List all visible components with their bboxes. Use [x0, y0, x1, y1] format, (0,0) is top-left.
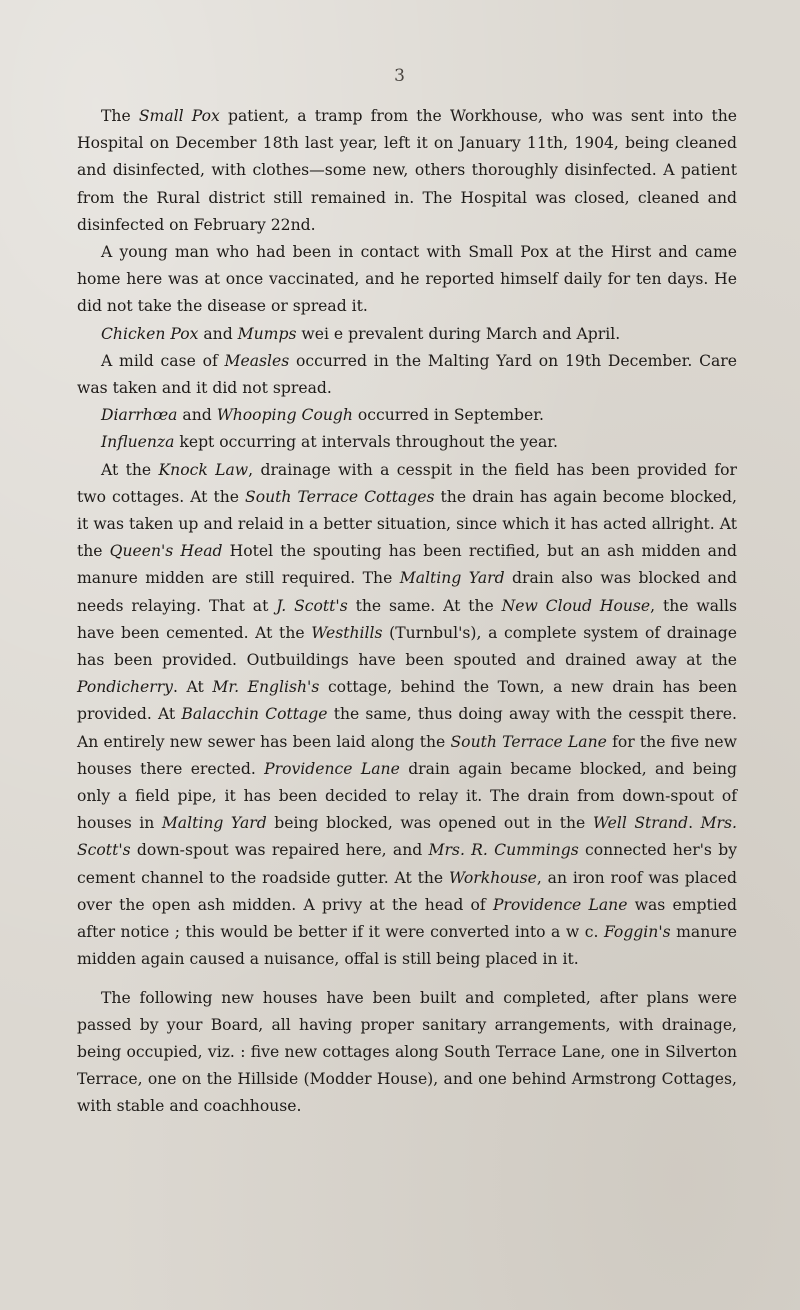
paragraph-diarrhoea-whooping-cough: [77, 402, 737, 429]
text-run: drain again became blocked, and being only a field pipe, it has been decided to relay it. The drain from down-spout of houses in: [77, 759, 737, 833]
italic-term: South Terrace Cottages: [245, 487, 435, 506]
italic-term: Providence Lane: [264, 759, 400, 778]
paragraph-chicken-pox-mumps: [77, 321, 737, 348]
italic-term: Knock Law: [158, 460, 249, 479]
text-run: A mild case of: [101, 351, 225, 370]
text-run: drain also was blocked and needs relaying. That at: [77, 569, 737, 615]
italic-term: Mrs. Scott's: [77, 814, 737, 860]
page-number: 3: [394, 66, 406, 86]
text-run: and: [198, 324, 238, 343]
text-run: (Turnbul's), a complete system of drainage has been provided. Outbuildings have been spouted and drained away at the: [77, 623, 737, 670]
paragraph-contact-case: [77, 239, 737, 321]
text-run: down-spout was repaired here, and: [130, 841, 429, 860]
italic-term: Chicken Pox: [101, 324, 199, 343]
italic-term: Workhouse: [448, 868, 537, 887]
text-run: the same. At the: [347, 596, 502, 615]
italic-term: Westhills: [311, 623, 383, 642]
text-run: patient, a tramp from the Workhouse, who was sent into the Hospital on December 18th last year, left it on January 11th, 1904, being cleaned and disinfected, with clothes—some new, others thoroughly disinfected. A patient from the Rural district still remained in. The Hospital was closed, cleaned and disinfected on February 22nd.: [77, 107, 737, 234]
body-text: [77, 103, 737, 1121]
text-run: was emptied after notice ; this would be better if it were converted into a w c.: [77, 895, 737, 942]
italic-term: Well Strand: [592, 814, 689, 833]
paragraph-drainage-works: [77, 457, 737, 974]
italic-term: Providence Lane: [492, 895, 628, 914]
text-run: the same, thus doing away with the cesspit there. An entirely new sewer has been laid along the: [77, 705, 737, 751]
text-run: and: [177, 406, 217, 425]
italic-term: J. Scott's: [276, 596, 348, 615]
paragraph-small-pox: [77, 103, 737, 239]
text-run: At the: [101, 460, 159, 479]
italic-term: Malting Yard: [399, 569, 505, 588]
text-run: occurred in the Malting Yard on 19th December. Care was taken and it did not spread.: [77, 351, 737, 398]
italic-term: Influenza: [101, 433, 175, 452]
italic-term: Pondicherry: [77, 678, 173, 697]
italic-term: Queen's Head: [109, 542, 223, 561]
text-run: , the walls have been cemented. At the: [77, 596, 737, 642]
text-run: The following new houses have been built and completed, after plans were passed by your Board, all having proper sanitary arrangements, with drainage, being occupied, viz. : five new cottages along South Terrace Lane, one in Silverton Terrace, one on the Hillside (Modder House), and one behind Armstrong Cottages, with stable and coachhouse.: [77, 988, 737, 1116]
italic-term: Diarrhœa: [101, 406, 178, 425]
text-run: Hotel the spouting has been rectified, but an ash midden and manure midden are still required. The: [77, 542, 737, 588]
text-run: the drain has again become blocked, it was taken up and relaid in a better situation, since which it has acted allright. At the: [77, 487, 737, 561]
text-run: connected her's by cement channel to the roadside gutter. At the: [77, 841, 738, 887]
paragraph-influenza: [77, 429, 737, 456]
text-run: being blocked, was opened out in the: [266, 814, 593, 833]
text-run: , drainage with a cesspit in the field has been provided for two cottages. At the: [77, 460, 737, 506]
text-run: The: [101, 107, 139, 125]
text-run: , an iron roof was placed over the open ash midden. A privy at the head of: [77, 868, 737, 914]
paragraph-measles: [77, 348, 737, 402]
italic-term: Balacchin Cottage: [181, 705, 328, 724]
italic-term: Small Pox: [138, 107, 220, 125]
text-run: occurred in September.: [352, 406, 544, 425]
text-run: A young man who had been in contact with Small Pox at the Hirst and came home here was at once vaccinated, and he reported himself daily for ten days. He did not take the disease or spread it.: [77, 243, 737, 316]
text-run: for the five new houses there erected.: [77, 732, 737, 778]
italic-term: South Terrace Lane: [450, 732, 607, 751]
text-run: . At: [172, 678, 213, 697]
italic-term: Whooping Cough: [216, 406, 353, 425]
paragraph-new-houses: [77, 985, 737, 1121]
text-run: .: [688, 814, 701, 833]
text-run: manure midden again caused a nuisance, offal is still being placed in it.: [77, 923, 737, 969]
italic-term: Mr. English's: [212, 678, 320, 697]
italic-term: Foggin's: [603, 923, 671, 942]
italic-term: Mumps: [237, 324, 297, 343]
italic-term: Mrs. R. Cummings: [428, 841, 579, 860]
text-run: kept occurring at intervals throughout the year.: [174, 433, 559, 452]
italic-term: Measles: [224, 351, 290, 370]
italic-term: New Cloud House: [501, 596, 651, 615]
text-run: wei e prevalent during March and April.: [296, 324, 621, 343]
italic-term: Malting Yard: [161, 814, 267, 833]
text-run: cottage, behind the Town, a new drain has been provided. At: [77, 678, 738, 724]
